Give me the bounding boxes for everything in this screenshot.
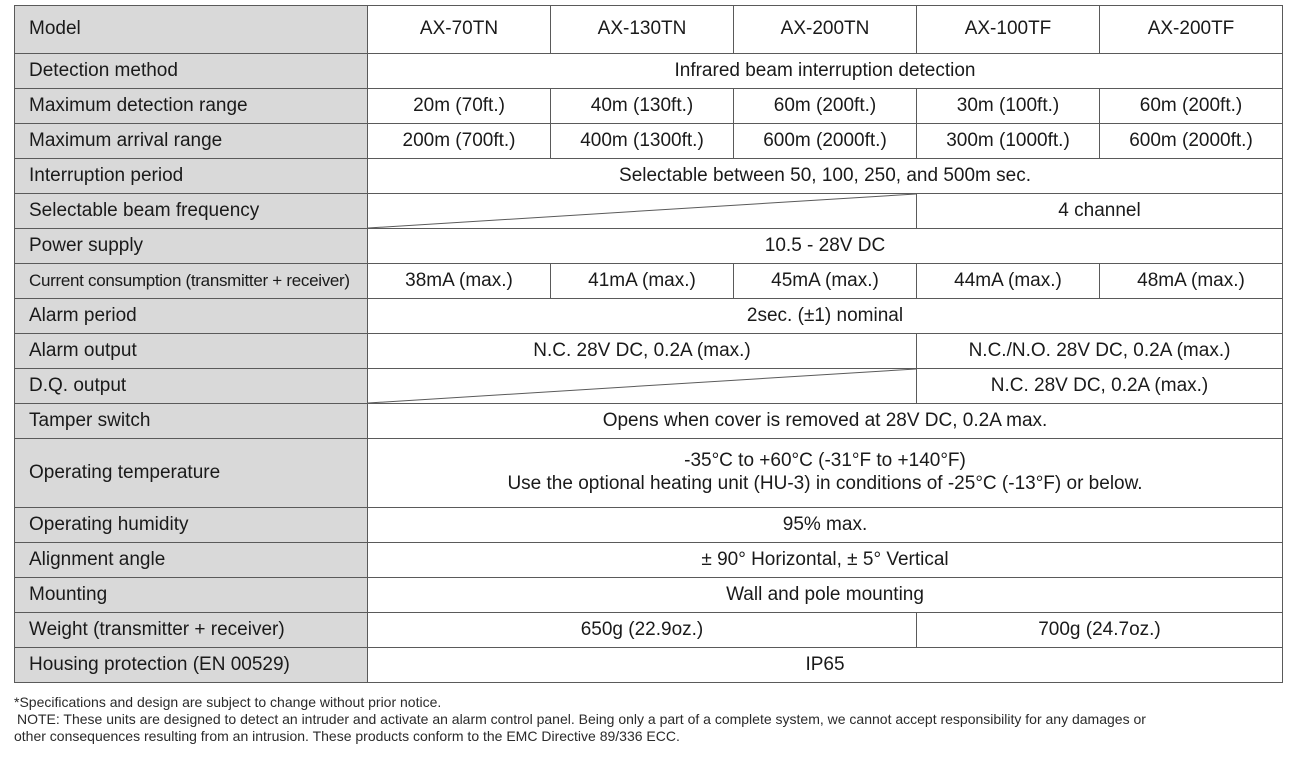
cell-value: 700g (24.7oz.) — [917, 613, 1283, 648]
row-label: Power supply — [15, 229, 368, 264]
table-row — [15, 89, 1283, 124]
table-row — [15, 404, 1283, 439]
model-name: AX-100TF — [917, 6, 1100, 54]
cell-value: Wall and pole mounting — [368, 578, 1283, 613]
cell-value: 41mA (max.) — [551, 264, 734, 299]
cell-value: Opens when cover is removed at 28V DC, 0.2A max. — [368, 404, 1283, 439]
heating-unit-note: Use the optional heating unit (HU-3) in conditions of -25°C (-13°F) or below. — [507, 473, 1143, 494]
specification-table — [14, 5, 1283, 683]
table-row — [15, 369, 1283, 404]
row-label: Operating humidity — [15, 508, 368, 543]
model-name: AX-70TN — [368, 6, 551, 54]
row-label: Weight (transmitter + receiver) — [15, 613, 368, 648]
cell-value: N.C. 28V DC, 0.2A (max.) — [368, 334, 917, 369]
table-row — [15, 229, 1283, 264]
model-name: AX-200TN — [734, 6, 917, 54]
table-row — [15, 159, 1283, 194]
table-row — [15, 334, 1283, 369]
model-label: Model — [15, 6, 368, 54]
not-applicable-cell — [368, 194, 917, 229]
cell-value: 200m (700ft.) — [368, 124, 551, 159]
cell-value: ± 90° Horizontal, ± 5° Vertical — [368, 543, 1283, 578]
cell-value: 300m (1000ft.) — [917, 124, 1100, 159]
cell-value: 20m (70ft.) — [368, 89, 551, 124]
cell-value: Infrared beam interruption detection — [368, 54, 1283, 89]
row-label: Interruption period — [15, 159, 368, 194]
table-row — [15, 648, 1283, 683]
cell-value: 95% max. — [368, 508, 1283, 543]
cell-value: N.C./N.O. 28V DC, 0.2A (max.) — [917, 334, 1283, 369]
row-label: Maximum arrival range — [15, 124, 368, 159]
cell-value: 600m (2000ft.) — [1100, 124, 1283, 159]
emc-directive-note: other consequences resulting from an intrusion. These products conform to the EMC Directive 89/336 ECC. — [14, 728, 680, 744]
diagonal-slash-line — [368, 194, 916, 228]
cell-value: 600m (2000ft.) — [734, 124, 917, 159]
table-row — [15, 543, 1283, 578]
row-label: Current consumption (transmitter + receiver) — [15, 264, 368, 299]
responsibility-note: NOTE: These units are designed to detect an intruder and activate an alarm control panel. Being only a part of a complete system, we cannot accept responsibility for any damages or — [17, 711, 1146, 727]
row-label: Alarm output — [15, 334, 368, 369]
row-label: Maximum detection range — [15, 89, 368, 124]
cell-value: 44mA (max.) — [917, 264, 1100, 299]
table-row — [15, 124, 1283, 159]
cell-value: 60m (200ft.) — [1100, 89, 1283, 124]
cell-value: 400m (1300ft.) — [551, 124, 734, 159]
cell-value: 40m (130ft.) — [551, 89, 734, 124]
cell-value: 38mA (max.) — [368, 264, 551, 299]
model-name: AX-130TN — [551, 6, 734, 54]
table-row — [15, 299, 1283, 334]
table-row — [15, 194, 1283, 229]
table-row — [15, 439, 1283, 508]
table-row — [15, 508, 1283, 543]
cell-value: N.C. 28V DC, 0.2A (max.) — [917, 369, 1283, 404]
table-row — [15, 578, 1283, 613]
row-label: Alignment angle — [15, 543, 368, 578]
row-label: Selectable beam frequency — [15, 194, 368, 229]
temperature-range-text: -35°C to +60°C (-31°F to +140°F) — [684, 450, 966, 472]
row-label: Housing protection (EN 00529) — [15, 648, 368, 683]
row-label: Mounting — [15, 578, 368, 613]
cell-value: 650g (22.9oz.) — [368, 613, 917, 648]
footnotes — [14, 694, 1289, 745]
row-label: Alarm period — [15, 299, 368, 334]
cell-value: Selectable between 50, 100, 250, and 500m sec. — [368, 159, 1283, 194]
cell-value — [368, 439, 1283, 508]
cell-value: 2sec. (±1) nominal — [368, 299, 1283, 334]
row-label: D.Q. output — [15, 369, 368, 404]
cell-value: 60m (200ft.) — [734, 89, 917, 124]
not-applicable-cell — [368, 369, 917, 404]
cell-value: 10.5 - 28V DC — [368, 229, 1283, 264]
cell-value: 48mA (max.) — [1100, 264, 1283, 299]
cell-value: 30m (100ft.) — [917, 89, 1100, 124]
table-row — [15, 264, 1283, 299]
disclaimer-note: *Specifications and design are subject to change without prior notice. — [14, 694, 442, 710]
diagonal-slash-line — [368, 369, 916, 403]
table-row — [15, 54, 1283, 89]
row-label: Detection method — [15, 54, 368, 89]
table-row-header — [15, 6, 1283, 54]
row-label: Tamper switch — [15, 404, 368, 439]
table-row — [15, 613, 1283, 648]
model-name: AX-200TF — [1100, 6, 1283, 54]
cell-value: 45mA (max.) — [734, 264, 917, 299]
cell-value: IP65 — [368, 648, 1283, 683]
row-label: Operating temperature — [15, 439, 368, 508]
cell-value: 4 channel — [917, 194, 1283, 229]
